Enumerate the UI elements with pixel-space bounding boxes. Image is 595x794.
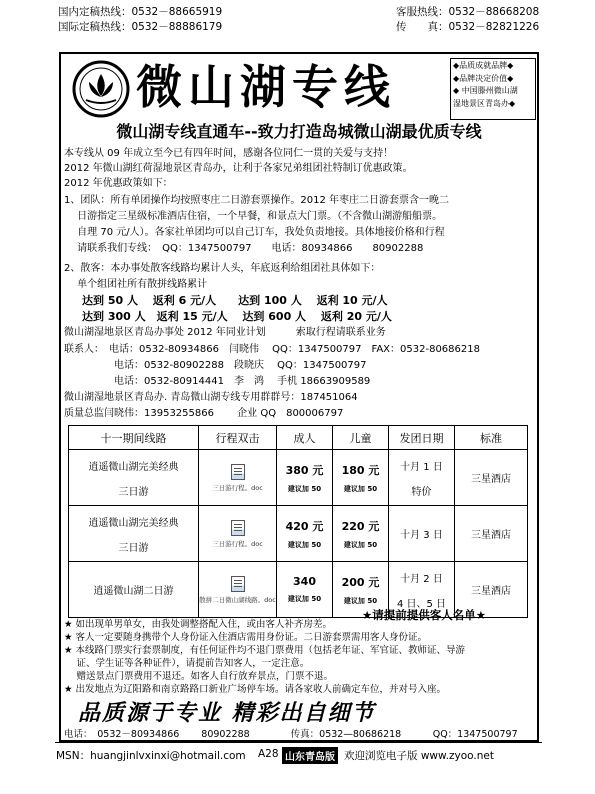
slogan-line: 湿地景区青岛办◆ (453, 98, 516, 108)
suggest-note: 建议加 50 (287, 540, 322, 549)
child-price-cell (333, 450, 389, 506)
body-line: 本专线从 09 年成立至今已有四年时间，感谢各位同仁一贯的关爱与支持！ (64, 148, 394, 159)
document-icon[interactable] (231, 464, 245, 480)
contact-line: 微山湖湿地景区青岛办事处 2012 年同业计划 索取行程请联系业务 (64, 327, 386, 338)
table-header: 十一期间线路 (69, 426, 199, 450)
route-name: 逍遥微山湖二日游 (93, 586, 174, 597)
adult-price-cell (277, 450, 333, 506)
domestic-hotline: 国内定稿热线：0532－88665919 (58, 6, 223, 18)
body-line: 2、散客：本办事处散客线路均累计人头，年底返利给组团社具体如下： (64, 263, 381, 274)
banner-title: 微山湖专线 (136, 60, 396, 114)
rebate-line: 达到 50 人 返利 6 元/人 达到 100 人 返利 10 元/人 (82, 294, 388, 307)
body-line: 日游指定三星级标准酒店住宿，一个早餐，和景点大门票。（不含微山湖游船船票。 (64, 211, 443, 222)
date-cell (389, 450, 455, 506)
table-header: 标准 (455, 426, 528, 450)
date-note: 4 日、5 日 (396, 598, 447, 610)
contact-line: 电话：0532-80914441 李 鸿 手机 18663909589 (64, 376, 371, 387)
note-line: ★ 出发地点为辽阳路和南京路路口新业广场停车场。请各家收人前确定车位，并对号入座。 (64, 684, 447, 695)
date-note: 特价 (411, 486, 432, 498)
note-line: ★ 客人一定要随身携带个人身份证入住酒店需用身份证。二日游套票需用客人身份证。 (64, 632, 428, 643)
slogan-line: ◆品质成就品牌◆ (453, 61, 514, 70)
body-line: 1、团队：所有单团操作均按照枣庄二日游套票操作。2012 年枣庄二日游套票含一晚二 (64, 195, 449, 206)
slogan-line: ◆ 中国滕州微山湖 (453, 86, 518, 95)
body-line: 请联系我们专线： QQ：1347500797 电话：80934866 80902288 (64, 243, 424, 254)
itinerary-file[interactable]: 三日游行程。doc (212, 483, 263, 492)
contact-line: 电话：0532-80902288 段晓庆 QQ：1347500797 (64, 360, 367, 371)
footer-divider (55, 742, 542, 743)
msn-contact: MSN：huangjinlvxinxi@hotmail.com (56, 750, 246, 762)
adult-price: 340 (293, 575, 316, 588)
note-line: 证、学生证等各种证件），请提前告知客人，一定注意。 (64, 658, 310, 669)
itinerary-cell[interactable] (199, 562, 277, 618)
lotus-logo-icon (70, 60, 132, 118)
body-line: 2012 年优惠政策如下： (64, 178, 173, 189)
route-cell (69, 450, 199, 506)
fax-number: 传 真：0532－82821226 (396, 21, 540, 33)
table-row (69, 506, 528, 562)
adult-price-cell (277, 562, 333, 618)
footer-contacts: 电话： 0532－80934866 80902288 传真：0532—80686218 QQ：1347500797 (64, 729, 518, 740)
departure-date: 十月 1 日 (400, 461, 443, 473)
rebate-line: 达到 300 人 返利 15 元/人 达到 600 人 返利 20 元/人 (82, 310, 392, 323)
child-price: 180 元 (341, 463, 380, 477)
date-cell (389, 506, 455, 562)
departure-date: 十月 3 日 (400, 530, 443, 541)
route-subtitle: 三日游 (118, 542, 149, 554)
route-subtitle: 三日游 (118, 486, 149, 498)
slogan-box (450, 58, 536, 120)
table-header-row (69, 426, 528, 450)
suggest-note: 建议加 50 (287, 595, 322, 603)
table-row (69, 450, 528, 506)
standard-cell: 三星酒店 (455, 450, 528, 506)
itinerary-cell[interactable] (199, 506, 277, 562)
slogan-line: ◆品牌决定价值◆ (453, 73, 514, 83)
note-line: ★ 本线路门票实行套票制度，有任何证件均不退门票费用（包括老年证、军官证、教师证、导游 (64, 645, 466, 656)
adult-price-cell (277, 506, 333, 562)
child-price: 220 元 (341, 519, 380, 533)
child-price: 200 元 (341, 575, 380, 589)
standard-cell: 三星酒店 (455, 506, 528, 562)
table-header: 行程双击 (199, 426, 277, 450)
itinerary-file[interactable]: 散拼二日微山湖线路。doc (199, 595, 276, 604)
slogan: 品质源于专业 精彩出自细节 (78, 700, 376, 726)
route-table (68, 425, 528, 618)
itinerary-file[interactable]: 三日游行程。doc (212, 539, 263, 548)
body-line: 2012 年微山湖红荷湿地景区青岛办，让利于各家兄弟组团社特制订优惠政策。 (64, 163, 413, 174)
route-name: 逍遥微山湖完美经典 (88, 461, 179, 473)
suggest-note: 建议加 50 (343, 484, 378, 493)
page-number: A28 (258, 748, 279, 760)
adult-price: 420 元 (285, 519, 324, 533)
contact-line: 微山湖湿地景区青岛办. 青岛微山湖专线专用群群号：187451064 (64, 392, 358, 403)
route-name: 逍遥微山湖完美经典 (88, 517, 179, 529)
suggest-note: 建议加 50 (343, 596, 378, 605)
international-hotline: 国际定稿热线：0532－88886179 (58, 21, 223, 33)
headline: 微山湖专线直通车--致力打造岛城微山湖最优质专线 (116, 122, 482, 141)
route-cell (69, 506, 199, 562)
departure-date: 十月 2 日 (400, 573, 443, 585)
guest-list-notice: ★请提前提供客人名单★ (362, 608, 487, 622)
note-line: 赠送景点门票费用不退还。如客人自行放弃景点，门票不退。 (64, 671, 334, 682)
suggest-note: 建议加 50 (343, 540, 378, 549)
child-price-cell (333, 506, 389, 562)
itinerary-cell[interactable] (199, 450, 277, 506)
route-cell (69, 562, 199, 618)
body-line: 单个组团社所有散拼线路累计 (64, 279, 208, 290)
service-hotline: 客服热线：0532－88668208 (396, 6, 540, 18)
body-line: 自理 70 元/人）。各家社单团均可以自己订车，我处负责地接。具体地接价格和行程 (64, 227, 445, 238)
table-header: 发团日期 (389, 426, 455, 450)
contact-line: 联系人： 电话：0532-80934866 闫晓伟 QQ：1347500797 FAX：0532-80686218 (64, 344, 480, 355)
standard-cell: 三星酒店 (455, 562, 528, 618)
document-icon[interactable] (231, 576, 245, 592)
table-header: 儿童 (333, 426, 389, 450)
note-line: ★ 如出现单男单女，由我处调整搭配入住，或由客人补齐房差。 (64, 619, 333, 630)
document-icon[interactable] (231, 520, 245, 536)
edition-tag: 山东青岛版 (282, 747, 338, 764)
website-link[interactable]: 欢迎浏览电子版 www.zyoo.net (344, 750, 494, 762)
adult-price: 380 元 (285, 463, 324, 477)
suggest-note: 建议加 50 (287, 484, 322, 493)
contact-line: 质量总监闫晓伟：13953255866 企业 QQ 800006797 (64, 408, 344, 419)
table-header: 成人 (277, 426, 333, 450)
